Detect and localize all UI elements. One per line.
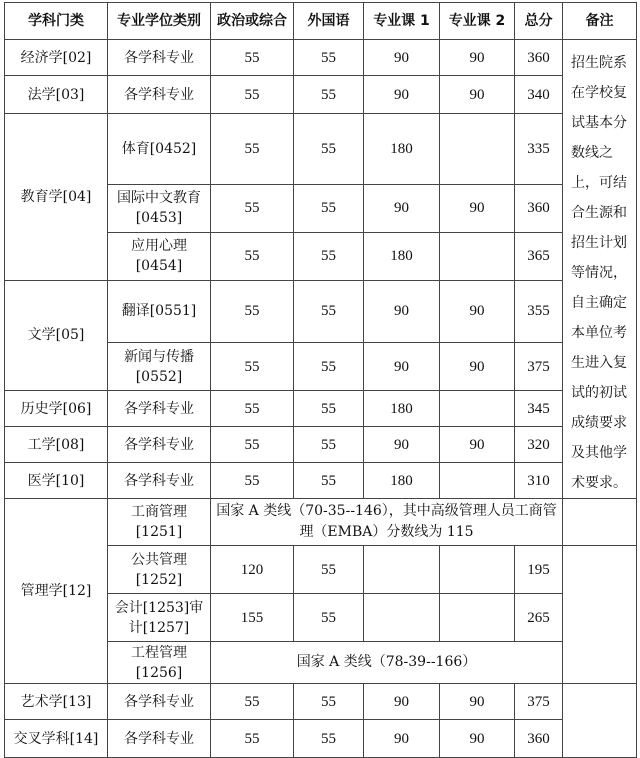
politics-cell: 55 bbox=[211, 232, 294, 280]
table-row bbox=[5, 463, 637, 499]
category-cell: 公共管理[1252] bbox=[108, 546, 211, 594]
category-cell: 新闻与传播[0552] bbox=[108, 343, 211, 391]
total-cell: 365 bbox=[515, 232, 563, 280]
empty-note-cell bbox=[563, 499, 637, 546]
category-cell: 各学科专业 bbox=[108, 463, 211, 499]
politics-cell: 55 bbox=[211, 114, 294, 185]
table-row bbox=[5, 684, 637, 720]
category-cell: 各学科专业 bbox=[108, 720, 211, 758]
politics-cell: 120 bbox=[211, 546, 294, 594]
table-row bbox=[5, 76, 637, 114]
subject-cell: 教育学[04] bbox=[5, 114, 108, 281]
politics-cell: 55 bbox=[211, 684, 294, 720]
category-cell: 国际中文教育[0453] bbox=[108, 184, 211, 232]
course2-cell: 90 bbox=[440, 280, 515, 343]
category-cell: 各学科专业 bbox=[108, 76, 211, 114]
note-cell: 招生院系在学校复试基本分数线之上，可结合生源和招生计划等情况，自主确定本单位考生进入复试的初试成绩要求及其他学术要求。 bbox=[563, 40, 637, 499]
subject-cell: 艺术学[13] bbox=[5, 684, 108, 720]
subject-cell: 管理学[12] bbox=[5, 499, 108, 684]
table-row bbox=[5, 427, 637, 463]
category-cell: 各学科专业 bbox=[108, 427, 211, 463]
foreign-cell: 55 bbox=[294, 40, 364, 76]
total-cell: 360 bbox=[515, 184, 563, 232]
foreign-cell: 55 bbox=[294, 391, 364, 427]
empty-note-cell bbox=[563, 546, 637, 684]
course1-cell: 180 bbox=[364, 463, 440, 499]
foreign-cell: 55 bbox=[294, 232, 364, 280]
foreign-cell: 55 bbox=[294, 343, 364, 391]
politics-cell: 55 bbox=[211, 343, 294, 391]
category-cell: 会计[1253]审计[1257] bbox=[108, 594, 211, 642]
politics-cell: 55 bbox=[211, 184, 294, 232]
course2-cell bbox=[440, 546, 515, 594]
course1-cell: 90 bbox=[364, 76, 440, 114]
total-cell: 335 bbox=[515, 114, 563, 185]
total-cell: 360 bbox=[515, 720, 563, 758]
foreign-cell: 55 bbox=[294, 720, 364, 758]
course2-cell bbox=[440, 391, 515, 427]
table-row bbox=[5, 720, 637, 758]
category-cell: 各学科专业 bbox=[108, 391, 211, 427]
subject-cell: 文学[05] bbox=[5, 280, 108, 391]
table-row bbox=[5, 114, 637, 185]
foreign-cell: 55 bbox=[294, 546, 364, 594]
foreign-cell: 55 bbox=[294, 463, 364, 499]
course2-cell: 90 bbox=[440, 76, 515, 114]
course2-cell: 90 bbox=[440, 720, 515, 758]
total-cell: 375 bbox=[515, 343, 563, 391]
subject-cell: 历史学[06] bbox=[5, 391, 108, 427]
course1-cell: 180 bbox=[364, 232, 440, 280]
category-cell: 翻译[0551] bbox=[108, 280, 211, 343]
category-cell: 各学科专业 bbox=[108, 40, 211, 76]
course1-cell bbox=[364, 546, 440, 594]
empty-note-cell bbox=[563, 684, 637, 758]
subject-cell: 法学[03] bbox=[5, 76, 108, 114]
foreign-cell: 55 bbox=[294, 184, 364, 232]
politics-cell: 55 bbox=[211, 427, 294, 463]
category-cell: 工程管理[1256] bbox=[108, 642, 211, 684]
merged-score-cell: 国家 A 类线（78-39--166） bbox=[211, 642, 563, 684]
course2-cell: 90 bbox=[440, 684, 515, 720]
foreign-cell: 55 bbox=[294, 594, 364, 642]
subject-cell: 交叉学科[14] bbox=[5, 720, 108, 758]
total-cell: 375 bbox=[515, 684, 563, 720]
header-course2: 专业课 2 bbox=[440, 3, 515, 40]
course2-cell bbox=[440, 463, 515, 499]
table-row bbox=[5, 499, 637, 546]
total-cell: 265 bbox=[515, 594, 563, 642]
course1-cell: 90 bbox=[364, 184, 440, 232]
header-politics: 政治或综合 bbox=[211, 3, 294, 40]
course1-cell: 90 bbox=[364, 427, 440, 463]
category-cell: 各学科专业 bbox=[108, 684, 211, 720]
course2-cell: 90 bbox=[440, 184, 515, 232]
category-cell: 应用心理[0454] bbox=[108, 232, 211, 280]
course1-cell: 90 bbox=[364, 40, 440, 76]
header-category: 专业学位类别 bbox=[108, 3, 211, 40]
politics-cell: 55 bbox=[211, 463, 294, 499]
course2-cell bbox=[440, 114, 515, 185]
course2-cell: 90 bbox=[440, 343, 515, 391]
course2-cell: 90 bbox=[440, 40, 515, 76]
politics-cell: 55 bbox=[211, 391, 294, 427]
merged-score-cell: 国家 A 类线（70-35--146），其中高级管理人员工商管理（EMBA）分数线为 115 bbox=[211, 499, 563, 546]
subject-cell: 经济学[02] bbox=[5, 40, 108, 76]
header-course1: 专业课 1 bbox=[364, 3, 440, 40]
subject-cell: 工学[08] bbox=[5, 427, 108, 463]
total-cell: 360 bbox=[515, 40, 563, 76]
politics-cell: 55 bbox=[211, 280, 294, 343]
course1-cell: 90 bbox=[364, 343, 440, 391]
course1-cell: 180 bbox=[364, 114, 440, 185]
total-cell: 355 bbox=[515, 280, 563, 343]
politics-cell: 155 bbox=[211, 594, 294, 642]
score-table bbox=[4, 2, 637, 758]
total-cell: 310 bbox=[515, 463, 563, 499]
table-row bbox=[5, 40, 637, 76]
total-cell: 340 bbox=[515, 76, 563, 114]
course2-cell bbox=[440, 232, 515, 280]
category-cell: 工商管理[1251] bbox=[108, 499, 211, 546]
course1-cell: 90 bbox=[364, 280, 440, 343]
course2-cell bbox=[440, 594, 515, 642]
table-row bbox=[5, 280, 637, 343]
total-cell: 320 bbox=[515, 427, 563, 463]
foreign-cell: 55 bbox=[294, 427, 364, 463]
politics-cell: 55 bbox=[211, 720, 294, 758]
header-row bbox=[5, 3, 637, 40]
header-total: 总分 bbox=[515, 3, 563, 40]
subject-cell: 医学[10] bbox=[5, 463, 108, 499]
foreign-cell: 55 bbox=[294, 114, 364, 185]
header-note: 备注 bbox=[563, 3, 637, 40]
foreign-cell: 55 bbox=[294, 684, 364, 720]
politics-cell: 55 bbox=[211, 76, 294, 114]
table-row bbox=[5, 391, 637, 427]
course1-cell: 90 bbox=[364, 684, 440, 720]
foreign-cell: 55 bbox=[294, 280, 364, 343]
foreign-cell: 55 bbox=[294, 76, 364, 114]
course1-cell: 180 bbox=[364, 391, 440, 427]
course1-cell: 90 bbox=[364, 720, 440, 758]
course2-cell: 90 bbox=[440, 427, 515, 463]
course1-cell bbox=[364, 594, 440, 642]
header-subject: 学科门类 bbox=[5, 3, 108, 40]
total-cell: 345 bbox=[515, 391, 563, 427]
header-foreign: 外国语 bbox=[294, 3, 364, 40]
total-cell: 195 bbox=[515, 546, 563, 594]
category-cell: 体育[0452] bbox=[108, 114, 211, 185]
politics-cell: 55 bbox=[211, 40, 294, 76]
